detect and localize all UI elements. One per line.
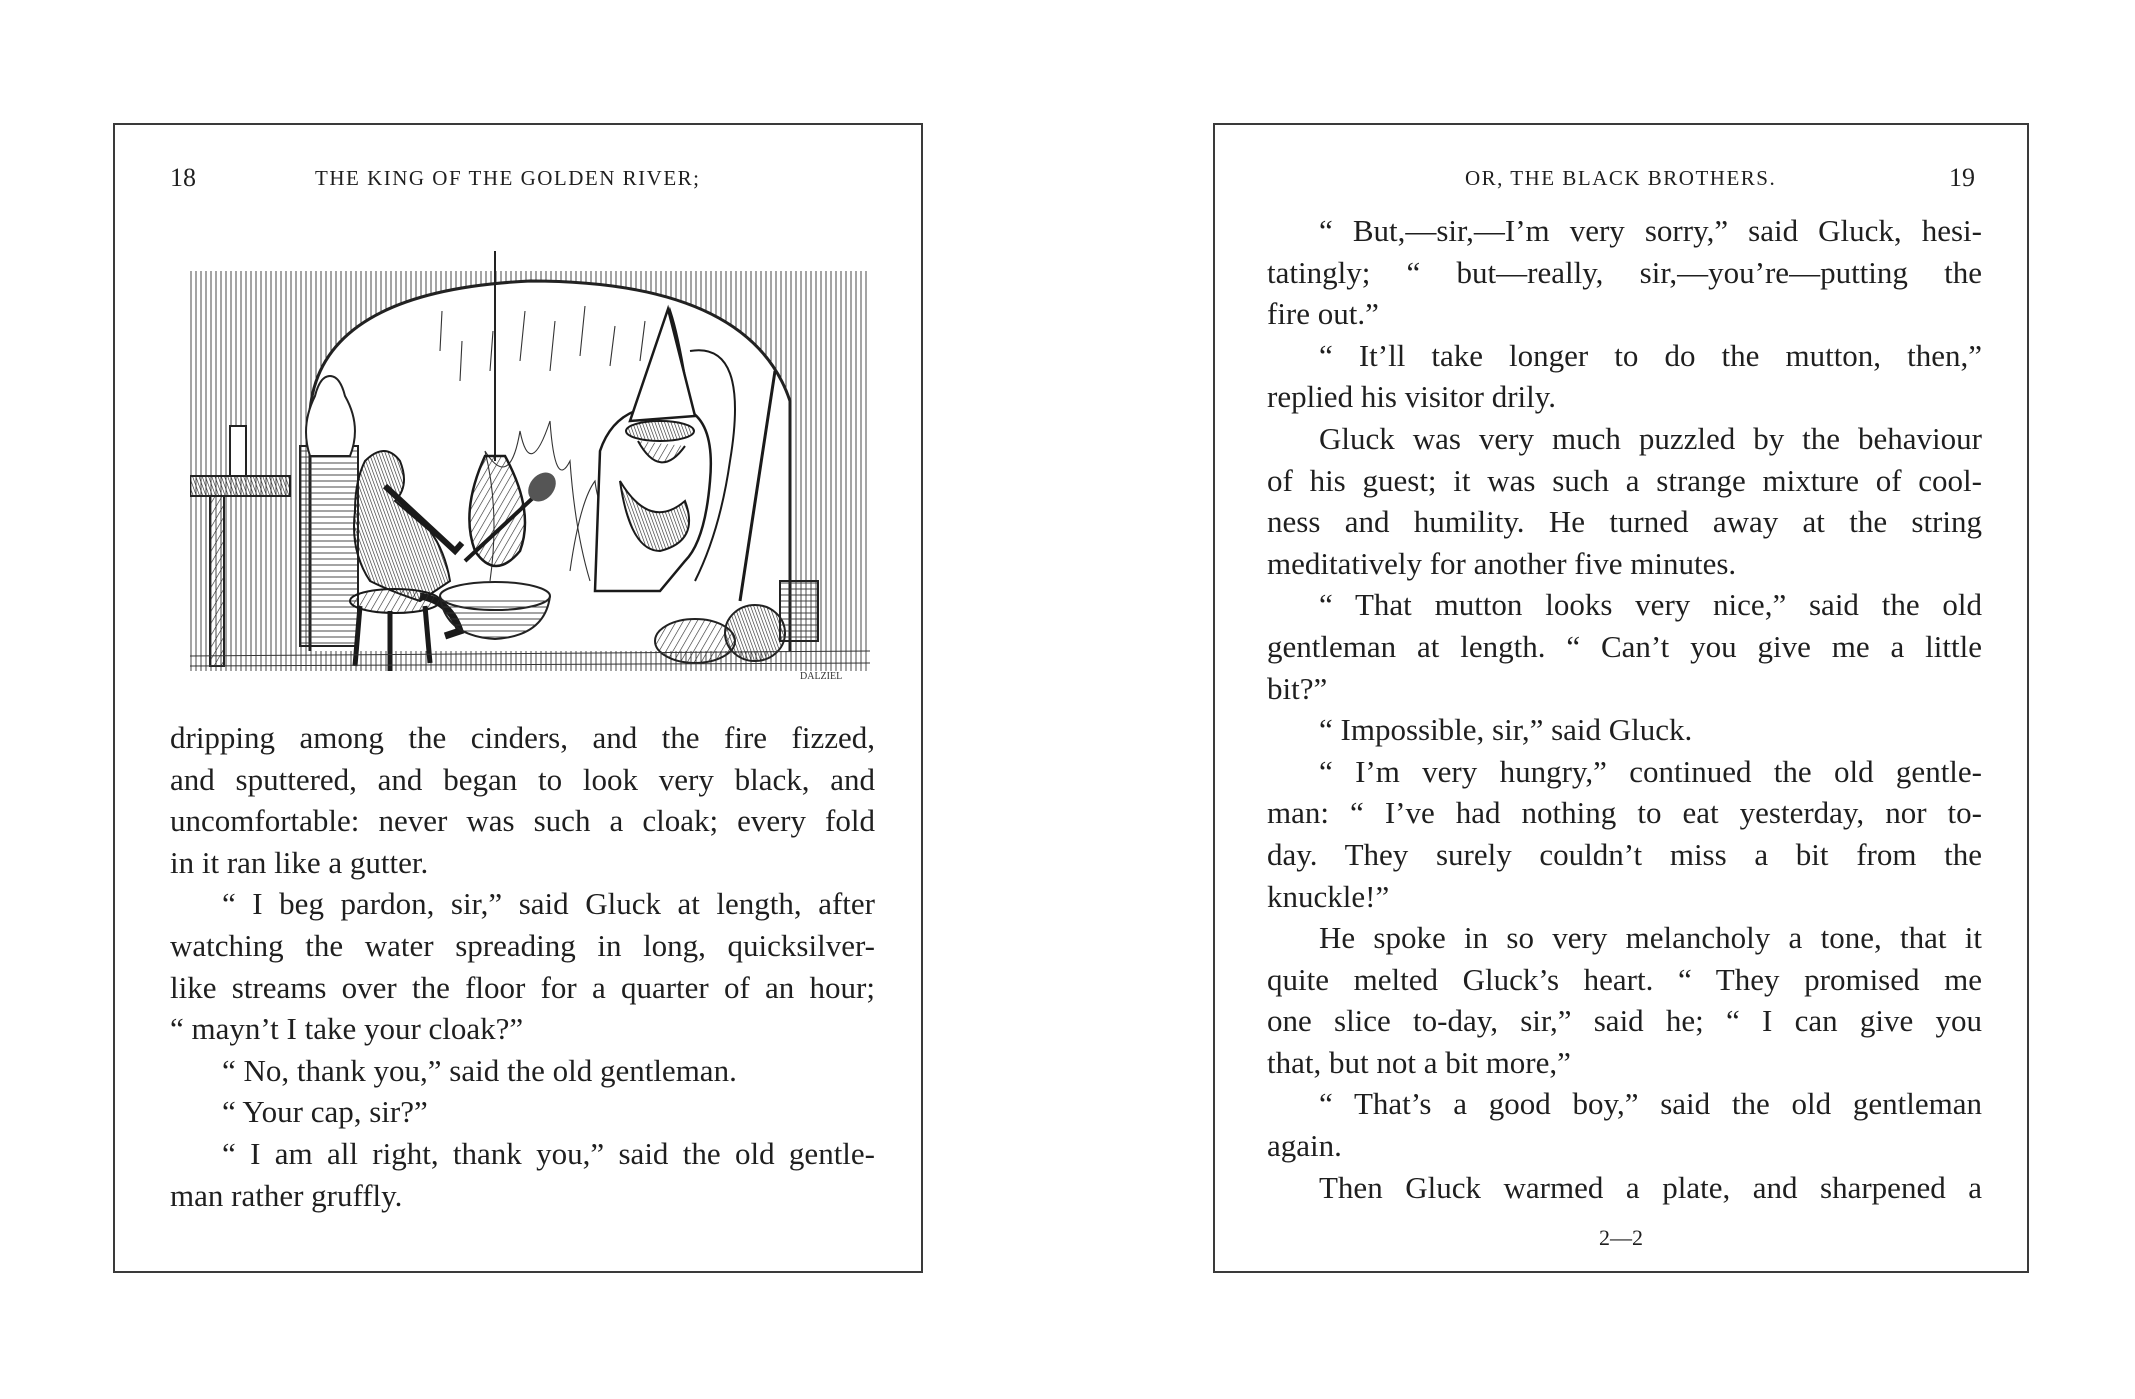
- text-line: tatingly; “ but—really, sir,—you’re—putting the: [1267, 254, 1982, 290]
- text-line: “ That’s a good boy,” said the old gentleman: [1319, 1086, 1982, 1122]
- text-line: man rather gruffly.: [170, 1177, 403, 1213]
- text-line: dripping among the cinders, and the fire fizzed,: [170, 720, 875, 755]
- text-line: “ Your cap, sir?”: [222, 1094, 428, 1130]
- running-head-title: THE KING OF THE GOLDEN RIVER;: [315, 166, 701, 190]
- text-line: of his guest; it was such a strange mixture of cool-: [1267, 462, 1982, 498]
- text-line: quite melted Gluck’s heart. “ They promised me: [1267, 961, 1982, 997]
- right-page: [1213, 123, 2029, 1273]
- text-line: “ It’ll take longer to do the mutton, then,”: [1319, 337, 1982, 373]
- text-line: gentleman at length. “ Can’t you give me a little: [1267, 628, 1982, 664]
- text-line: knuckle!”: [1267, 878, 1390, 914]
- text-line: He spoke in so very melancholy a tone, that it: [1319, 920, 1982, 956]
- text-line: like streams over the floor for a quarter of an hour;: [170, 969, 875, 1005]
- running-head: [115, 163, 921, 203]
- text-line: “ I am all right, thank you,” said the old gentle-: [222, 1135, 875, 1171]
- text-line: that, but not a bit more,”: [1267, 1044, 1571, 1080]
- left-page: [113, 123, 923, 1273]
- text-line: watching the water spreading in long, quicksilver-: [170, 927, 875, 963]
- text-line: “ No, thank you,” said the old gentleman.: [222, 1052, 737, 1088]
- text-line: “ I’m very hungry,” continued the old gentle-: [1319, 753, 1982, 789]
- text-line: man: “ I’ve had nothing to eat yesterday, nor to-: [1267, 795, 1982, 831]
- page-number: 18: [170, 163, 196, 192]
- text-line: “ But,—sir,—I’m very sorry,” said Gluck, hesi-: [1319, 213, 1982, 248]
- text-line: replied his visitor drily.: [1267, 379, 1557, 415]
- signature-mark: 2—2: [1599, 1225, 1643, 1250]
- text-line: fire out.”: [1267, 296, 1379, 332]
- text-line: meditatively for another five minutes.: [1267, 545, 1737, 581]
- text-line: again.: [1267, 1128, 1342, 1164]
- text-line: and sputtered, and began to look very black, and: [170, 761, 875, 797]
- text-line: day. They surely couldn’t miss a bit from the: [1267, 836, 1982, 872]
- text-line: “ That mutton looks very nice,” said the old: [1319, 587, 1982, 623]
- text-line: in it ran like a gutter.: [170, 844, 429, 880]
- running-head: [1215, 163, 2027, 203]
- text-line: “ mayn’t I take your cloak?”: [170, 1011, 524, 1047]
- running-head-title: OR, THE BLACK BROTHERS.: [1465, 166, 1777, 190]
- text-line: Gluck was very much puzzled by the behaviour: [1319, 420, 1982, 456]
- text-line: bit?”: [1267, 670, 1328, 706]
- engraver-mark: DALZIEL: [800, 671, 843, 681]
- text-line: “ I beg pardon, sir,” said Gluck at length, after: [222, 886, 875, 922]
- text-line: one slice to-day, sir,” said he; “ I can give you: [1267, 1003, 1982, 1039]
- text-line: ness and humility. He turned away at the string: [1267, 504, 1982, 540]
- body-text: [1267, 210, 1982, 1208]
- hearth-illustration: [190, 251, 870, 681]
- text-line: “ Impossible, sir,” said Gluck.: [1319, 712, 1693, 748]
- text-line: uncomfortable: never was such a cloak; every fold: [170, 803, 875, 839]
- page-number: 19: [1949, 163, 1975, 192]
- body-text: [170, 717, 875, 1216]
- text-line: Then Gluck warmed a plate, and sharpened a: [1319, 1169, 1982, 1205]
